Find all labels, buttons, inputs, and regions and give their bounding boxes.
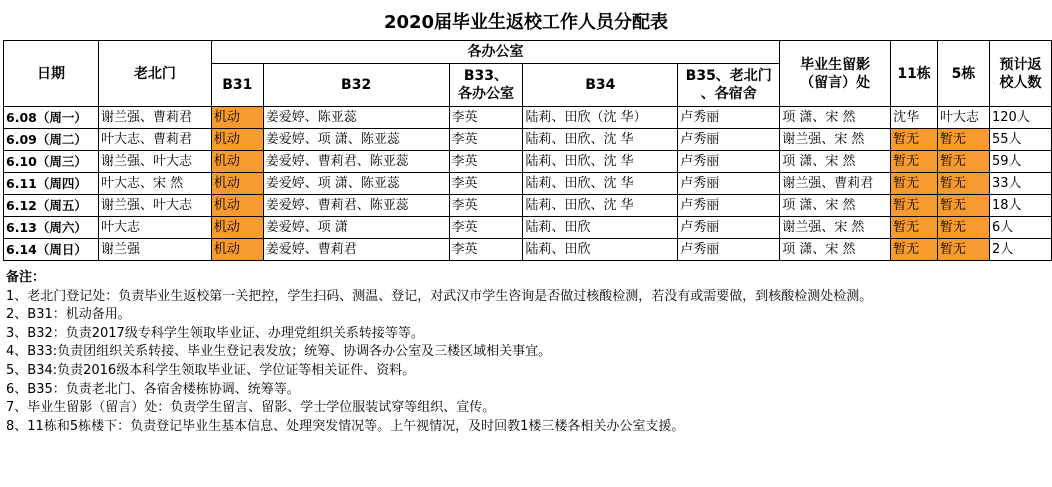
cell-expected: 59人 (990, 151, 1052, 173)
cell-b11: 暂无 (891, 195, 938, 217)
note-item: 6、B35：负责老北门、各宿舍楼栋协调、统筹等。 (6, 381, 300, 397)
cell-expected: 33人 (990, 173, 1052, 195)
cell-b35: 卢秀丽 (678, 239, 780, 261)
cell-expected: 120人 (990, 107, 1052, 129)
header-offices-group: 各办公室 (211, 41, 779, 64)
note-item: 7、毕业生留影（留言）处：负责学生留言、留影、学士学位服装试穿等组织、宣传。 (6, 400, 496, 416)
header-expected-line2: 校人数 (999, 74, 1042, 91)
cell-photo: 项 潇、宋 然 (780, 239, 891, 261)
cell-b32: 姜爱婷、曹莉君、陈亚蕊 (263, 195, 449, 217)
cell-b31: 机动 (211, 129, 263, 151)
header-b35 (678, 64, 780, 107)
cell-b33: 李英 (449, 217, 523, 239)
table-row (4, 107, 1052, 129)
cell-b11: 暂无 (891, 151, 938, 173)
allocation-table (3, 40, 1052, 261)
cell-b11: 暂无 (891, 129, 938, 151)
note-item: 3、B32：负责2017级专科学生领取毕业证、办理党组织关系转接等等。 (6, 325, 424, 341)
header-b35-line1: B35、老北门 (685, 68, 772, 84)
cell-b11: 暂无 (891, 239, 938, 261)
table-row (4, 129, 1052, 151)
cell-b32: 姜爱婷、陈亚蕊 (263, 107, 449, 129)
cell-b34: 陆莉、田欣、沈 华 (523, 129, 678, 151)
cell-laobeimen: 叶大志 (98, 217, 211, 239)
cell-expected: 18人 (990, 195, 1052, 217)
cell-expected: 55人 (990, 129, 1052, 151)
cell-b33: 李英 (449, 173, 523, 195)
header-photo-line1: 毕业生留影 (800, 56, 871, 73)
cell-b32: 姜爱婷、曹莉君 (263, 239, 449, 261)
cell-b31: 机动 (211, 151, 263, 173)
cell-b33: 李英 (449, 129, 523, 151)
cell-photo: 谢兰强、曹莉君 (780, 173, 891, 195)
cell-date: 6.08（周一） (4, 107, 99, 129)
cell-date: 6.09（周二） (4, 129, 99, 151)
header-b34: B34 (523, 64, 678, 107)
cell-b34: 陆莉、田欣 (523, 217, 678, 239)
header-expected (990, 41, 1052, 107)
header-b33 (449, 64, 523, 107)
note-item: 1、老北门登记处：负责毕业生返校第一关把控，学生扫码、测温、登记，对武汉市学生咨询是否做过核酸检测，若没有或需要做，到核酸检测处检测。 (6, 288, 873, 304)
cell-b31: 机动 (211, 173, 263, 195)
cell-b31: 机动 (211, 239, 263, 261)
cell-b5: 叶大志 (938, 107, 990, 129)
cell-b5: 暂无 (938, 217, 990, 239)
table-row (4, 217, 1052, 239)
cell-b34: 陆莉、田欣、沈 华 (523, 195, 678, 217)
cell-b5: 暂无 (938, 151, 990, 173)
header-b5: 5栋 (938, 41, 990, 107)
cell-b5: 暂无 (938, 239, 990, 261)
cell-b33: 李英 (449, 239, 523, 261)
header-laobeimen: 老北门 (98, 41, 211, 107)
cell-b11: 暂无 (891, 173, 938, 195)
cell-b33: 李英 (449, 195, 523, 217)
cell-b31: 机动 (211, 195, 263, 217)
header-b11: 11栋 (891, 41, 938, 107)
header-b35-line2: 、各宿舍 (700, 86, 757, 102)
cell-date: 6.11（周四） (4, 173, 99, 195)
table-row (4, 173, 1052, 195)
header-expected-line1: 预计返 (999, 56, 1042, 73)
table-row (4, 239, 1052, 261)
cell-b33: 李英 (449, 151, 523, 173)
cell-b32: 姜爱婷、曹莉君、陈亚蕊 (263, 151, 449, 173)
cell-b35: 卢秀丽 (678, 173, 780, 195)
cell-laobeimen: 谢兰强、叶大志 (98, 195, 211, 217)
header-b31: B31 (211, 64, 263, 107)
cell-b5: 暂无 (938, 129, 990, 151)
cell-b35: 卢秀丽 (678, 195, 780, 217)
cell-b32: 姜爱婷、项 潇 (263, 217, 449, 239)
notes-section (6, 269, 872, 436)
cell-laobeimen: 谢兰强、曹莉君 (98, 107, 211, 129)
cell-b35: 卢秀丽 (678, 129, 780, 151)
cell-photo: 项 潇、宋 然 (780, 107, 891, 129)
cell-b34: 陆莉、田欣（沈 华） (523, 107, 678, 129)
cell-b34: 陆莉、田欣 (523, 239, 678, 261)
header-b33-line2: 各办公室 (457, 86, 514, 102)
cell-photo: 项 潇、宋 然 (780, 195, 891, 217)
cell-laobeimen: 叶大志、宋 然 (98, 173, 211, 195)
header-photo-line2: （留言）处 (800, 74, 871, 91)
cell-laobeimen: 谢兰强 (98, 239, 211, 261)
cell-expected: 2人 (990, 239, 1052, 261)
cell-b33: 李英 (449, 107, 523, 129)
cell-date: 6.14（周日） (4, 239, 99, 261)
header-b33-line1: B33、 (463, 68, 509, 84)
table-row (4, 195, 1052, 217)
cell-b32: 姜爱婷、项 潇、陈亚蕊 (263, 173, 449, 195)
cell-b11: 暂无 (891, 217, 938, 239)
table-row (4, 151, 1052, 173)
cell-expected: 6人 (990, 217, 1052, 239)
cell-b5: 暂无 (938, 173, 990, 195)
cell-b11: 沈华 (891, 107, 938, 129)
cell-photo: 谢兰强、宋 然 (780, 217, 891, 239)
header-date: 日期 (4, 41, 99, 107)
cell-date: 6.10（周三） (4, 151, 99, 173)
note-item: 4、B33:负责团组织关系转接、毕业生登记表发放；统筹、协调各办公室及三楼区域相关事宜。 (6, 344, 552, 360)
cell-laobeimen: 叶大志、曹莉君 (98, 129, 211, 151)
cell-date: 6.13（周六） (4, 217, 99, 239)
note-item: 8、11栋和5栋楼下：负责登记毕业生基本信息、处理突发情况等。上午视情况，及时回教1楼三楼各相关办公室支援。 (6, 418, 685, 434)
page-title: 2020届毕业生返校工作人员分配表 (383, 12, 669, 33)
cell-b5: 暂无 (938, 195, 990, 217)
cell-b35: 卢秀丽 (678, 217, 780, 239)
cell-b31: 机动 (211, 217, 263, 239)
cell-b35: 卢秀丽 (678, 151, 780, 173)
cell-b35: 卢秀丽 (678, 107, 780, 129)
note-item: 5、B34:负责2016级本科学生领取毕业证、学位证等相关证件、资料。 (6, 362, 416, 378)
header-b32: B32 (263, 64, 449, 107)
cell-b31: 机动 (211, 107, 263, 129)
cell-photo: 谢兰强、宋 然 (780, 129, 891, 151)
cell-date: 6.12（周五） (4, 195, 99, 217)
cell-b34: 陆莉、田欣、沈 华 (523, 151, 678, 173)
cell-laobeimen: 谢兰强、叶大志 (98, 151, 211, 173)
header-photo (780, 41, 891, 107)
cell-photo: 项 潇、宋 然 (780, 151, 891, 173)
cell-b32: 姜爱婷、项 潇、陈亚蕊 (263, 129, 449, 151)
cell-b34: 陆莉、田欣、沈 华 (523, 173, 678, 195)
note-item: 2、B31：机动备用。 (6, 307, 131, 323)
notes-heading: 备注： (6, 270, 46, 285)
